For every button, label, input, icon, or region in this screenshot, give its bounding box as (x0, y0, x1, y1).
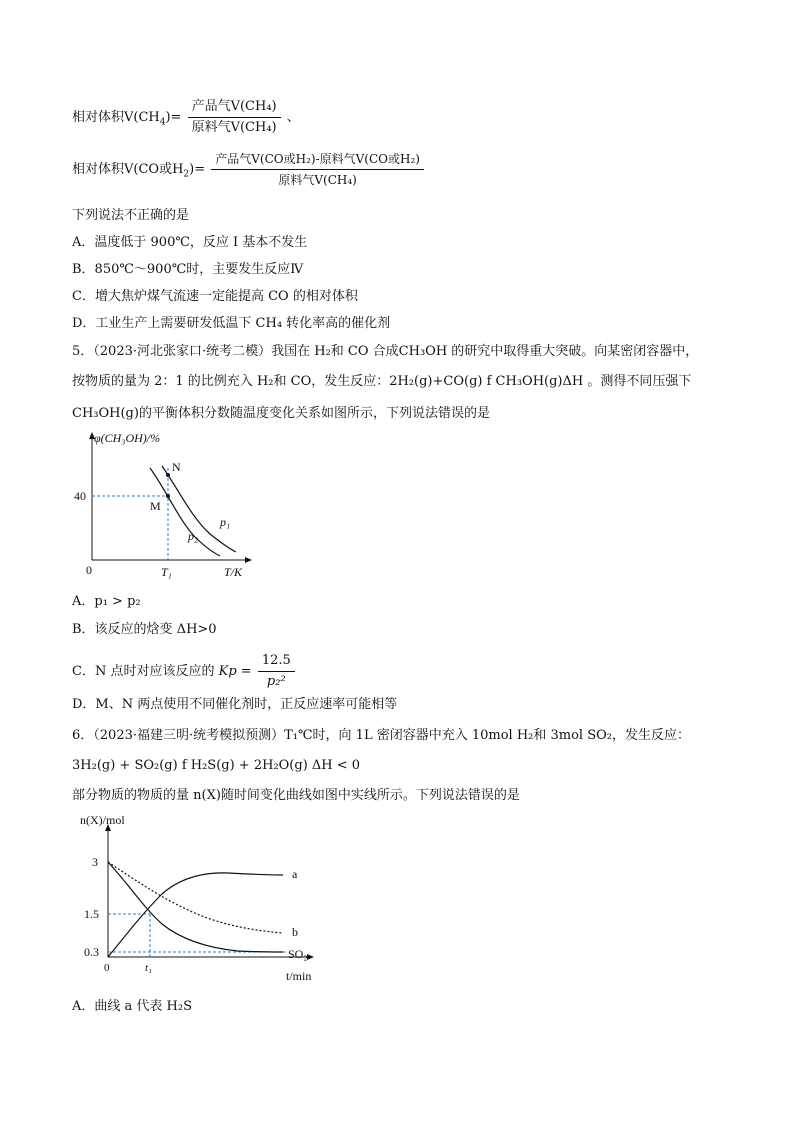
q5-option-c (72, 652, 297, 691)
q5-ylabel: φ(CH₃OH)/% (94, 431, 161, 445)
q5-option-b: B．该反应的焓变 ΔH>0 (72, 622, 217, 637)
q5-option-c-kp: Kp = (218, 664, 252, 679)
q4-option-a: A．温度低于 900℃，反应 I 基本不发生 (72, 235, 308, 250)
q5-option-d: D．M、N 两点使用不同催化剂时，正反应速率可能相等 (72, 697, 398, 712)
q5-option-c-denominator: p₂² (266, 674, 286, 689)
q6-ytick-0-3: 0.3 (84, 945, 99, 959)
q5-option-c-numerator: 12.5 (258, 652, 295, 672)
q5-label-p1: p₁ (220, 515, 231, 529)
q6-equation: 3H₂(g) + SO₂(g) f H₂S(g) + 2H₂O(g) ΔH < 0 (72, 758, 361, 773)
q6-line3: 部分物质的物质的量 n(X)随时间变化曲线如图中实线所示。下列说法错误的是 (72, 788, 520, 803)
def-co (72, 150, 426, 189)
q5-curve-p1 (162, 466, 236, 552)
q5-option-a: A．p₁ > p₂ (72, 594, 141, 609)
def-co-fraction (211, 150, 424, 189)
def-ch4-fraction (188, 98, 281, 137)
q4-option-c: C．增大焦炉煤气流速一定能提高 CO 的相对体积 (72, 289, 358, 304)
q4-option-b: B．850℃～900℃时，主要发生反应Ⅳ (72, 262, 304, 277)
q4-option-d: D．工业生产上需要研发低温下 CH₄ 转化率高的催化剂 (72, 316, 391, 331)
q5-xtick-t1: T₁ (161, 565, 172, 579)
q5-label-n: N (172, 460, 181, 474)
q6-label-so2: SO₂ (288, 947, 308, 961)
q6-x-arrow (307, 954, 314, 960)
q6-label-b: b (292, 925, 298, 939)
q6-label-a: a (292, 867, 298, 881)
def-co-lhs: 相对体积V(CO或$H_2)=$ (72, 162, 206, 180)
q6-line1: 6．（2023·福建三明·统考模拟预测）T₁℃时，向 1L 密闭容器中充入 10mol H₂和 3mol SO₂，发生反应： (72, 728, 691, 743)
q6-ytick-3: 3 (92, 855, 98, 869)
q5-option-c-fraction (258, 652, 295, 691)
def-co-denominator: 原料气V(CH₄) (278, 173, 357, 187)
q5-line3: CH₃OH(g)的平衡体积分数随温度变化关系如图所示，下列说法错误的是 (72, 406, 490, 421)
q5-xlabel: T/K (224, 565, 243, 579)
q6-curve-b (108, 862, 283, 933)
def-ch4-denominator: 原料气V(CH₄) (191, 120, 277, 135)
q5-point-n (166, 473, 170, 477)
q5-origin: 0 (86, 563, 92, 577)
def-ch4-lhs: 相对体积$V(CH_4)=$ (72, 110, 182, 128)
def-ch4-numerator: 产品气V(CH₄) (188, 98, 281, 118)
q5-line2: 按物质的量为 2：1 的比例充入 H₂和 CO，发生反应：2H₂(g)+CO(g) f CH₃OH(g)ΔH 。测得不同压强下 (72, 374, 692, 389)
def-co-numerator: 产品气V(CO或H₂)-原料气V(CO或H₂) (211, 150, 424, 170)
q6-ytick-1-5: 1.5 (84, 907, 99, 921)
q5-label-m: M (150, 499, 161, 513)
q6-curve-a (108, 873, 283, 957)
q5-chart (70, 430, 260, 590)
q5-point-m (166, 494, 170, 498)
def-ch4 (72, 98, 300, 137)
q5-option-c-text: C．N 点时对应该反应的 (72, 664, 215, 679)
q5-line1: 5．（2023·河北张家口·统考二模）我国在 H₂和 CO 合成CH₃OH 的研究中取得重大突破。向某密闭容器中， (72, 344, 699, 359)
q6-xtick-t1: t₁ (145, 962, 152, 974)
q5-label-p2: p₂ (188, 529, 199, 543)
q5-ytick-40: 40 (74, 489, 86, 503)
q6-chart (78, 812, 328, 992)
q6-ylabel: n(X)/mol (80, 813, 125, 827)
q6-option-a: A．曲线 a 代表 H₂S (72, 999, 192, 1014)
q6-origin: 0 (104, 962, 110, 974)
def-ch4-tail: 、 (286, 110, 300, 125)
q5-x-arrow (245, 557, 252, 563)
q4-stem: 下列说法不正确的是 (72, 208, 190, 223)
q6-xlabel: t/min (286, 969, 312, 983)
